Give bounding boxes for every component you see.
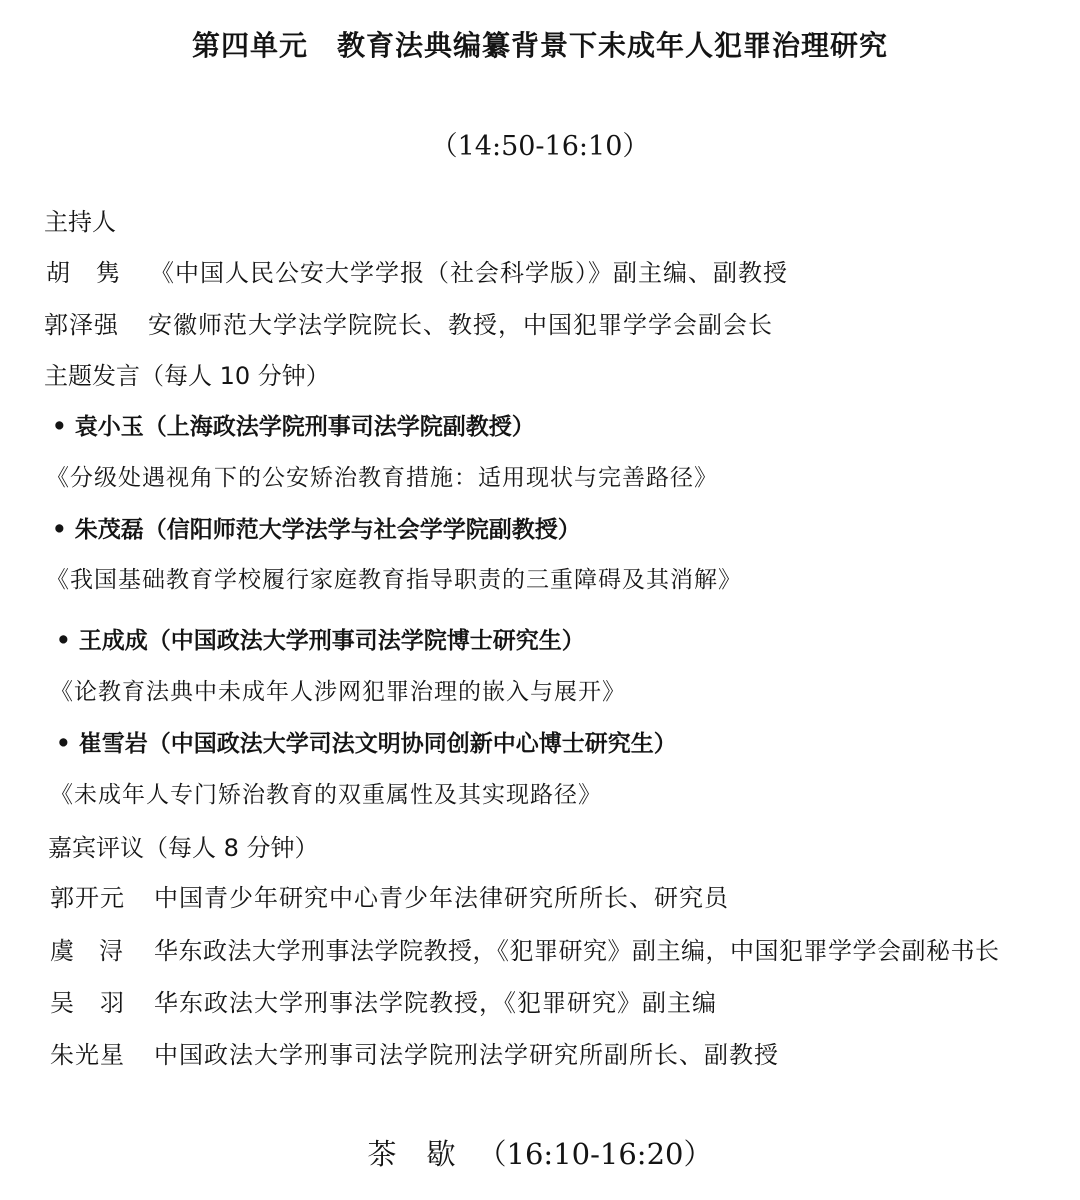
- host-name: 郭泽强: [44, 311, 119, 339]
- commentator-desc: 华东政法大学刑事法学院教授，《犯罪研究》副主编: [154, 989, 717, 1017]
- unit-title: 第四单元 教育法典编纂背景下未成年人犯罪治理研究: [191, 29, 888, 62]
- tea-break-time: （16:10-16:20）: [477, 1137, 713, 1171]
- commentator-name: 吴 羽: [50, 989, 125, 1017]
- commentator-row: [50, 983, 717, 1018]
- keynotes-heading: 主题发言（每人 10 分钟）: [44, 362, 330, 390]
- host-row: [46, 253, 788, 288]
- unit-time: （14:50-16:10）: [430, 131, 650, 162]
- host-name: 胡 隽: [46, 259, 121, 287]
- keynote-speaker: • 崔雪岩（中国政法大学司法文明协同创新中心博士研究生）: [56, 730, 677, 757]
- host-desc: 安徽师范大学法学院院长、教授，中国犯罪学学会副会长: [148, 311, 773, 339]
- commentator-row: [50, 1035, 779, 1070]
- hosts-heading: 主持人: [44, 208, 116, 236]
- tea-break: [0, 1132, 1080, 1173]
- commentator-desc: 中国青少年研究中心青少年法律研究所所长、研究员: [154, 884, 729, 912]
- commentator-desc: 华东政法大学刑事法学院教授，《犯罪研究》副主编，中国犯罪学学会副秘书长: [154, 937, 1000, 965]
- keynote-speaker: • 王成成（中国政法大学刑事司法学院博士研究生）: [56, 627, 585, 654]
- keynote-topic: 《分级处遇视角下的公安矫治教育措施：适用现状与完善路径》: [46, 465, 718, 491]
- host-row: [44, 305, 773, 340]
- host-desc: 《中国人民公安大学学报（社会科学版）》副主编、副教授: [150, 259, 788, 287]
- keynote-topic: 《论教育法典中未成年人涉网犯罪治理的嵌入与展开》: [50, 679, 626, 705]
- keynote-topic: 《我国基础教育学校履行家庭教育指导职责的三重障碍及其消解》: [46, 567, 742, 593]
- tea-break-label: 茶歇: [367, 1137, 486, 1171]
- commentator-name: 朱光星: [50, 1041, 125, 1069]
- keynote-speaker: • 朱茂磊（信阳师范大学法学与社会学学院副教授）: [52, 516, 581, 543]
- commentator-name: 郭开元: [50, 884, 125, 912]
- keynote-topic: 《未成年人专门矫治教育的双重属性及其实现路径》: [50, 782, 602, 808]
- commentator-row: [50, 931, 1000, 966]
- comments-heading: 嘉宾评议（每人 8 分钟）: [48, 834, 319, 862]
- commentator-name: 虞 浔: [50, 937, 124, 965]
- commentator-row: [50, 878, 729, 913]
- keynote-speaker: • 袁小玉（上海政法学院刑事司法学院副教授）: [52, 413, 535, 440]
- commentator-desc: 中国政法大学刑事司法学院刑法学研究所副所长、副教授: [154, 1041, 779, 1069]
